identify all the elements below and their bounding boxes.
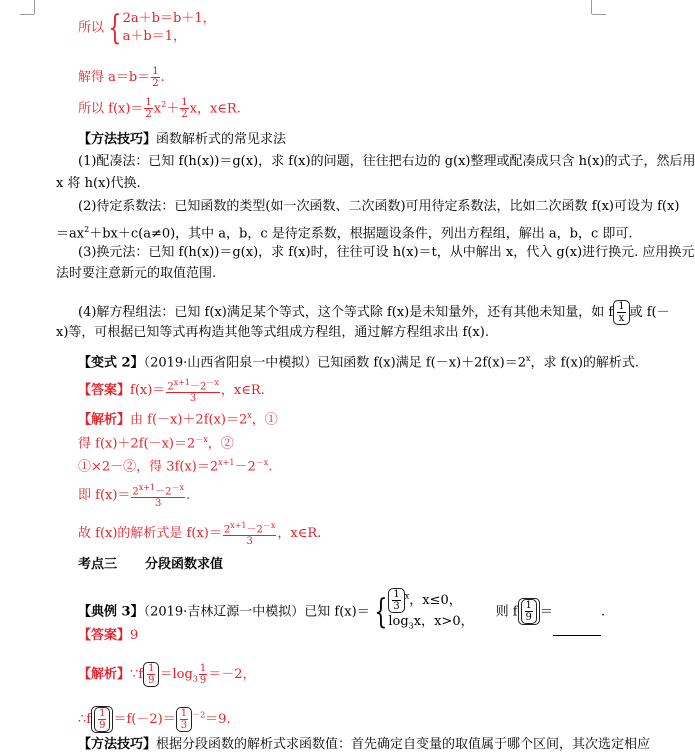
- method-3-line-1: (3)换元法：已知 f(h(x))＝g(x)，求 f(x)时，往往可设 h(x)＝t，从中解出 x，代入 g(x)进行换元. 应用换元: [78, 245, 695, 260]
- method-bracket: 【方法技巧】: [78, 132, 157, 147]
- example-bracket: 【典例 3】: [78, 604, 144, 620]
- so-label: 所以: [78, 20, 105, 36]
- method-1-line-2: x 将 h(x)代换.: [56, 176, 141, 191]
- method-4-line-2: x)等，可根据已知等式再构造其他等式组成方程组，通过解方程组求出 f(x).: [56, 325, 489, 340]
- paren-fraction-1-over-x: $\frac{1}{x}$: [613, 300, 629, 325]
- answer-blank: [553, 623, 601, 636]
- crop-mark-top-right-h: [592, 14, 606, 15]
- variant-bracket: 【变式 2】: [78, 355, 144, 371]
- answer-label: 【答案】: [78, 383, 131, 399]
- fx-exp: 2: [161, 100, 167, 109]
- paren-f-one-ninth: $\frac{1}{9}$: [518, 598, 540, 625]
- fx-x: x: [153, 101, 162, 117]
- analysis-line-6: 【解析】∵f $\frac{1}{9}$ $=\log_3$ $\frac{1}{9}$ ＝－2，: [78, 663, 256, 686]
- analysis-fraction-2: $\frac{2^{x+1}-2^{-x}}{3}$: [223, 521, 276, 548]
- function-result: [78, 97, 241, 120]
- equation-2: a＋b＝1，: [122, 29, 186, 44]
- method-2-line-1: (2)待定系数法：已知函数的类型(如一次函数、二次函数)可用待定系数法，比如二次函数 f(x)可设为 f(x): [78, 199, 680, 214]
- fraction-half-a: $\frac{1}{2}$: [145, 97, 152, 121]
- analysis-2-label: 【解析】: [78, 667, 131, 682]
- solution-system: [78, 10, 216, 46]
- method-heading: [78, 132, 286, 148]
- fx-pre: 所以 f(x)＝: [78, 101, 144, 117]
- fx-plus: ＋: [166, 101, 180, 117]
- piecewise-brace-icon: {: [374, 591, 388, 632]
- section-title: 分段函数求值: [145, 557, 224, 572]
- fx-post: x，x∈R.: [189, 101, 241, 117]
- answer-2: [78, 628, 138, 644]
- section-label: 考点三: [78, 557, 118, 572]
- answer-1: 【答案】f(x)＝ $\frac{2^{x+1}-2^{-x}}{3}$ ，x∈R.: [78, 378, 265, 405]
- fraction-half-b: $\frac{1}{2}$: [181, 97, 188, 121]
- analysis-fraction-1: $\frac{2^{x+1}-2^{-x}}{3}$: [132, 483, 184, 510]
- section-heading-3: [78, 557, 223, 573]
- method-2-line-2: $=ax^2+bx+c(a\ne 0)$，其中 a，b，c 是待定系数，根据题设条件，列出方程组，解出 a，b，c 即可.: [56, 225, 633, 242]
- left-brace-icon: {: [108, 8, 122, 48]
- answer-fraction: $\frac{2^{x+1}-2^{-x}}{3}$: [167, 378, 219, 405]
- answer-2-value: 9: [130, 628, 139, 643]
- analysis-label: 【解析】: [78, 412, 131, 428]
- analysis-line-3: ①×2－②，得 $3f(x)=2^{x+1}-2^{-x}$.: [78, 458, 273, 475]
- crop-mark-top-right-v: [591, 0, 592, 14]
- variant-2-question: 【变式 2】（2019·山西省阳泉一中模拟）已知函数 f(x)满足 $f(-x)+2f(x)=2^x$，求 f(x)的解析式.: [78, 354, 640, 371]
- analysis-line-2: 得 $f(x)+2f(-x)=2^{-x}$，②: [78, 435, 234, 452]
- method-2-bracket: 【方法技巧】: [78, 737, 157, 752]
- analysis-line-5: 故 f(x)的解析式是 f(x)＝ $\frac{2^{x+1}-2^{-x}}{3}$ ，x∈R.: [78, 521, 322, 548]
- method-1-line-1: (1)配凑法：已知 f(h(x))＝g(x)，求 f(x)的问题，往往把右边的 g(x)整理或配凑成只含 h(x)的式子，然后用: [78, 154, 695, 169]
- fraction-one-half: $\frac{1}{2}$: [152, 66, 159, 89]
- solve-post: .: [160, 70, 165, 85]
- analysis-line-1: 【解析】由 $f(-x)+2f(x)=2^x$，①: [78, 411, 278, 428]
- method-heading-2: [78, 737, 650, 753]
- method-4-line-1: (4)解方程组法：已知 f(x)满足某个等式，这个等式除 f(x)是未知量外，还有其他未知量，如 f $\frac{1}{x}$ 或 f(－: [78, 301, 670, 324]
- solve-result: [78, 66, 165, 89]
- method-3-line-2: 法时要注意新元的取值范围.: [56, 266, 217, 281]
- method-2-text: 根据分段函数的解析式求函数值：首先确定自变量的取值属于哪个区间，其次选定相应: [156, 737, 651, 752]
- analysis-line-7: ∴f $\frac{1}{9}$ ＝f(－2)＝ $\frac{1}{3}$ $^{-2}$＝9.: [78, 708, 231, 731]
- crop-mark-top-left-v: [34, 0, 35, 14]
- crop-mark-top-left-h: [20, 14, 34, 15]
- equation-1: 2a＋b＝b＋1，: [122, 11, 216, 26]
- example-3-question: 【典例 3】（2019·吉林辽源一中模拟）已知 f(x)＝ { $\frac{1}{3}$ $^x$，x≤0， $\log_3x$，x>0，则 f $\frac{1}{9}$ ＝ .: [78, 588, 605, 636]
- method-title: 函数解析式的常见求法: [156, 132, 287, 147]
- answer-2-label: 【答案】: [78, 628, 131, 643]
- solve-pre: 解得 a＝b＝: [78, 70, 151, 85]
- analysis-line-4: 即 f(x)＝ $\frac{2^{x+1}-2^{-x}}{3}$ .: [78, 483, 191, 510]
